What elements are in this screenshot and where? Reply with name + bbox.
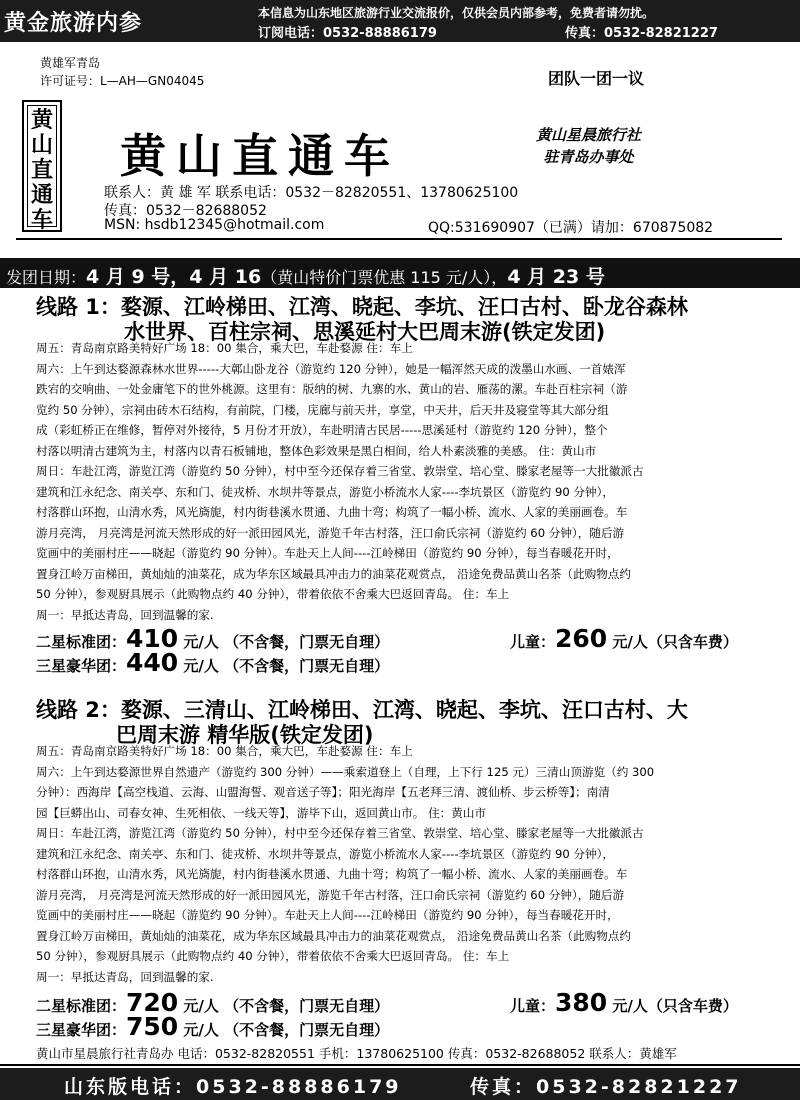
route2-child-amount: 380 bbox=[555, 988, 608, 1017]
brand-title: 黄金旅游内参 bbox=[4, 11, 143, 36]
route2-luxury-price bbox=[36, 1012, 389, 1041]
route1-lux-amount: 440 bbox=[126, 648, 179, 677]
vertical-logo-text bbox=[27, 105, 57, 233]
route1-line: 游月亮湾， 月亮湾是河流天然形成的好一派田园风光，游览千年古村落，汪口俞氏宗祠（游览约 60 分钟），随后游 bbox=[36, 525, 625, 540]
license-number: 许可证号：L—AH—GN04045 bbox=[40, 74, 205, 88]
route2-itinerary bbox=[36, 741, 654, 987]
route1-lux-unit: 元/人 （不含餐，门票无自理） bbox=[178, 657, 390, 675]
route1-itinerary bbox=[36, 338, 644, 625]
route2-line: 村落群山环抱，山清水秀，风光旖旎，村内街巷溪水贯通、九曲十弯；构筑了一幅小桥、流水、人家的美丽画卷。车 bbox=[36, 867, 628, 881]
vertical-logo-char: 黄 bbox=[30, 107, 53, 133]
route1-line: 50 分钟），参观厨具展示（此购物点约 40 分钟），带着依依不舍乘大巴返回青岛。 住：车上 bbox=[36, 587, 510, 601]
dates-first: 4 月 9 号，4 月 16 bbox=[86, 266, 262, 288]
departure-dates bbox=[6, 262, 605, 289]
route2-std-unit: 元/人 （不含餐，门票无自理） bbox=[178, 997, 390, 1015]
agency-line-2: 驻青岛办事处 bbox=[543, 148, 634, 166]
route2-line: 览画中的美丽村庄——晓起（游览约 90 分钟）。车赴天上人间----江岭梯田（游览约 90 分钟），每当春暖花开时， bbox=[36, 908, 619, 922]
route2-lux-amount: 750 bbox=[126, 1012, 179, 1041]
route1-line: 览画中的美丽村庄——晓起（游览约 90 分钟）。车赴天上人间----江岭梯田（游览约 90 分钟），每当春暖花开时， bbox=[36, 546, 619, 560]
route2-lux-label: 三星豪华团： bbox=[36, 1021, 127, 1039]
route2-line: 游月亮湾， 月亮湾是河流天然形成的好一派田园风光，游览千年古村落，汪口俞氏宗祠（游览约 60 分钟），随后游 bbox=[36, 887, 625, 902]
route2-lux-unit: 元/人 （不含餐，门票无自理） bbox=[178, 1021, 390, 1039]
qq-contact: QQ:531690907（已满）请加：670875082 bbox=[428, 220, 714, 236]
vertical-logo bbox=[22, 100, 62, 232]
route2-line: 周日：车赴江湾，游览江湾（游览约 50 分钟），村中至今还保存着三省堂、敦崇堂、培心堂、滕家老屋等一大批徽派古 bbox=[36, 826, 644, 840]
route2-child-unit: 元/人（只含车费） bbox=[607, 997, 738, 1015]
vertical-logo-char: 车 bbox=[30, 207, 53, 233]
route2-line: 建筑和江永纪念、南关亭、东和门、徒戎桥、水坝井等景点，游览小桥流水人家----李坑景区（游览约 90 分钟）， bbox=[36, 846, 614, 861]
bottom-phone: 山东版电话：0532-88886179 bbox=[64, 1076, 402, 1098]
departure-date-bar bbox=[0, 258, 800, 288]
vertical-logo-char: 直 bbox=[30, 157, 53, 183]
dates-last: 4 月 23 号 bbox=[507, 266, 605, 288]
route2-std-label: 二星标准团： bbox=[36, 997, 127, 1015]
route1-child-amount: 260 bbox=[555, 624, 608, 653]
route2-child-label: 儿童： bbox=[510, 997, 556, 1015]
subscribe-phone: 订阅电话：0532-88886179 bbox=[258, 26, 437, 41]
route2-line: 置身江岭万亩梯田，黄灿灿的油菜花，成为华东区域最具冲击力的油菜花观赏点， 沿途免费品黄山名茶（此购物点约 bbox=[36, 928, 631, 943]
msn-contact: MSN: hsdb12345@hotmail.com bbox=[104, 217, 325, 233]
footer-contact: 黄山市星晨旅行社青岛办 电话：0532-82820551 手机：13780625100 传真：0532-82688052 联系人：黄雄军 bbox=[36, 1046, 677, 1061]
route1-title-line2: 水世界、百柱宗祠、思溪延村大巴周末游(铁定发团) bbox=[124, 320, 606, 344]
group-type: 团队一团一议 bbox=[548, 69, 645, 88]
route1-line: 村落以明清古建筑为主，村落内以青石板铺地，整体色彩效果是黑白相间，给人朴素淡雅的美感。 住：黄山市 bbox=[36, 443, 597, 458]
vertical-logo-chars bbox=[28, 108, 56, 233]
route1-line: 建筑和江永纪念、南关亭、东和门、徒戎桥、水坝井等景点，游览小桥流水人家----李坑景区（游览约 90 分钟）， bbox=[36, 484, 614, 499]
route1-line: 周六：上午到达婺源森林水世界-----大鄣山卧龙谷（游览约 120 分钟），她是一幅浑然天成的泼墨山水画、一首婊浑 bbox=[36, 361, 626, 376]
vertical-logo-char: 山 bbox=[30, 132, 53, 158]
vertical-logo-char: 通 bbox=[30, 182, 53, 208]
route2-title-line1: 线路 2：婺源、三清山、江岭梯田、江湾、晓起、李坑、汪口古村、大 bbox=[36, 698, 688, 722]
banner-fax: 传真：0532-82821227 bbox=[565, 26, 718, 41]
route2-title-line2: 巴周末游 精华版(铁定发团) bbox=[116, 723, 374, 747]
bottom-fax: 传真：0532-82821227 bbox=[470, 1076, 742, 1098]
route1-std-amount: 410 bbox=[126, 624, 179, 653]
route1-luxury-price bbox=[36, 648, 389, 677]
route2-line: 分钟）：西海岸【高空栈道、云海、山盟海誓、观音送子等】；阳光海岸【五老拜三清、渡仙桥、步云桥等】；南清 bbox=[36, 785, 610, 799]
route1-std-label: 二星标准团： bbox=[36, 633, 127, 651]
route2-line: 园【巨蟒出山、司春女神、生死相依、一线天等】，游毕下山，返回黄山市。 住：黄山市 bbox=[36, 805, 487, 820]
route1-line: 周一：早抵达青岛，回到温馨的家. bbox=[36, 607, 214, 622]
route2-line: 周五：青岛南京路美特好广场 18：00 集合，乘大巴，车赴婺源 住：车上 bbox=[36, 744, 413, 758]
route2-child-price bbox=[510, 988, 738, 1017]
contact-line: 联系人：黄 雄 军 联系电话：0532－82820551、13780625100 bbox=[104, 185, 519, 201]
route1-std-unit: 元/人 （不含餐，门票无自理） bbox=[178, 633, 390, 651]
route1-line: 览约 50 分钟），宗祠由砖木石结构，有前院，门楼，庑廊与前天井，享堂，中天井，后天井及寝堂等其大部分组 bbox=[36, 402, 609, 417]
agency-line-1: 黄山星晨旅行社 bbox=[536, 126, 642, 144]
page-title: 黄山直通车 bbox=[120, 129, 400, 183]
footer-divider bbox=[0, 1064, 800, 1066]
route2-std-amount: 720 bbox=[126, 988, 179, 1017]
route1-child-label: 儿童： bbox=[510, 633, 556, 651]
route2-line: 周一：早抵达青岛，回到温馨的家. bbox=[36, 969, 214, 984]
header-divider bbox=[16, 238, 782, 240]
agency-name bbox=[536, 124, 641, 168]
route1-line: 村落群山环抱，山清水秀，风光旖旎，村内街巷溪水贯通、九曲十弯；构筑了一幅小桥、流水、人家的美丽画卷。车 bbox=[36, 505, 628, 519]
route2-line: 周六：上午到达婺源世界自然遗产（游览约 300 分钟）——乘索道登上（自理，上下行 125 元）三清山顶游览（约 300 bbox=[36, 764, 655, 779]
person-city: 黄雄军青岛 bbox=[40, 56, 101, 70]
route1-lux-label: 三星豪华团： bbox=[36, 657, 127, 675]
route1-line: 周日：车赴江湾，游览江湾（游览约 50 分钟），村中至今还保存着三省堂、敦崇堂、培心堂、滕家老屋等一大批徽派古 bbox=[36, 464, 644, 478]
bottom-banner bbox=[0, 1068, 800, 1100]
company-fax: 传真：0532－82688052 bbox=[104, 203, 267, 219]
route2-line: 50 分钟），参观厨具展示（此购物点约 40 分钟），带着依依不舍乘大巴返回青岛。 住：车上 bbox=[36, 949, 510, 963]
banner-notice: 本信息为山东地区旅游行业交流报价，仅供会员内部参考，免费者请勿扰。 bbox=[258, 6, 655, 20]
dates-promo: （黄山特价门票优惠 115 元/人）， bbox=[261, 268, 508, 287]
route1-child-unit: 元/人（只含车费） bbox=[607, 633, 738, 651]
route1-line: 成（彩虹桥正在维修，暂停对外接待，5 月份才开放），车赴明清古民居-----思溪延村（游览约 120 分钟），整个 bbox=[36, 423, 608, 437]
route1-line: 跌宕的交响曲、一处金庸笔下的世外桃源。这里有：版纳的树、九寨的水、黄山的岩、雁荡的漯。车赴百柱宗祠（游 bbox=[36, 382, 628, 396]
route1-child-price bbox=[510, 624, 738, 653]
route1-title-line1: 线路 1：婺源、江岭梯田、江湾、晓起、李坑、汪口古村、卧龙谷森林 bbox=[36, 295, 688, 319]
top-banner bbox=[0, 0, 800, 42]
dates-prefix: 发团日期： bbox=[6, 268, 87, 287]
route1-line: 周五：青岛南京路美特好广场 18：00 集合，乘大巴，车赴婺源 住：车上 bbox=[36, 341, 413, 355]
route1-line: 置身江岭万亩梯田，黄灿灿的油菜花，成为华东区域最具冲击力的油菜花观赏点， 沿途免费品黄山名茶（此购物点约 bbox=[36, 566, 631, 581]
